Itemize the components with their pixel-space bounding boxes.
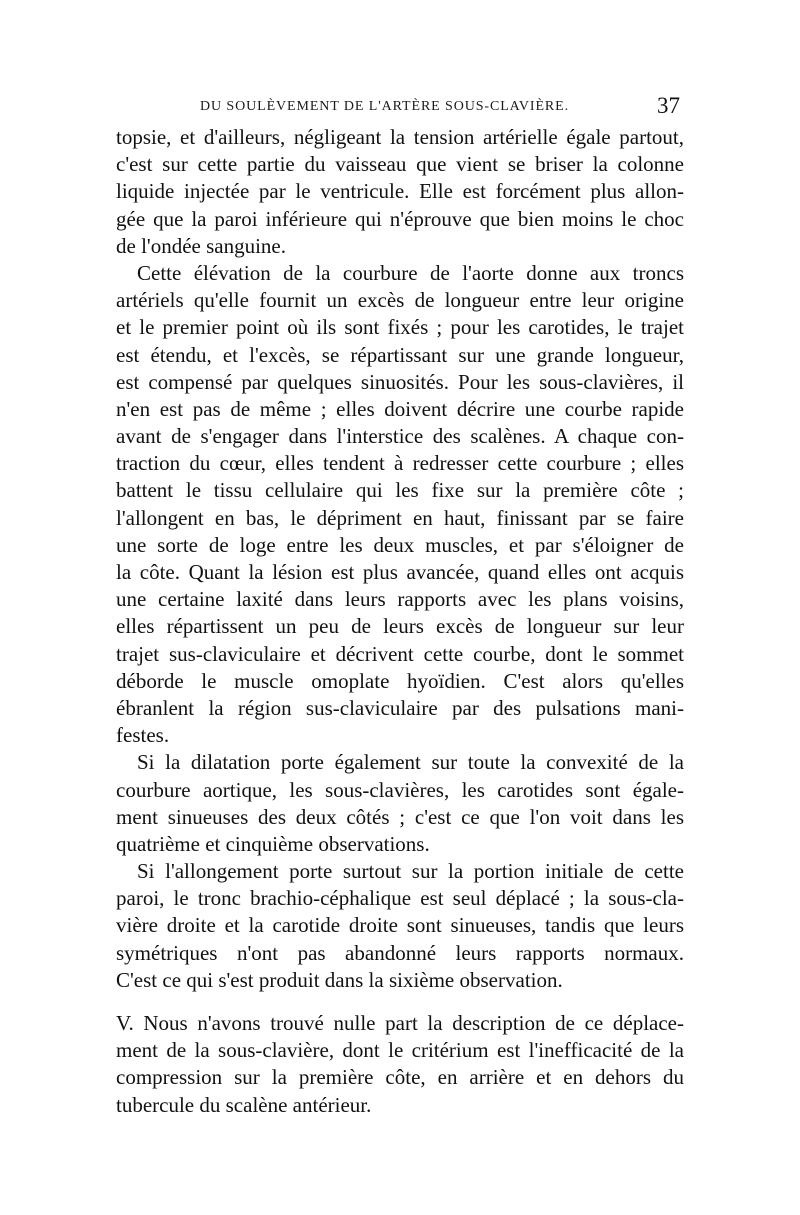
text-line: topsie, et d'ailleurs, négligeant la tension artérielle égale partout, <box>116 125 684 149</box>
text-line: C'est ce qui s'est produit dans la sixième observation. <box>116 967 563 992</box>
text-line: l'allongent en bas, le dépriment en haut, finissant par se faire <box>116 505 684 530</box>
text-line: ment sinueuses des deux côtés ; c'est ce que l'on voit dans les <box>116 804 684 829</box>
running-title: DU SOULÈVEMENT DE L'ARTÈRE SOUS-CLAVIÈRE. <box>200 99 570 114</box>
paragraph-5 <box>116 1010 684 1119</box>
text-line: traction du cœur, elles tendent à redresser cette courbure ; elles <box>116 451 684 476</box>
text-line: trajet sus-claviculaire et décrivent cette courbe, dont le sommet <box>116 641 684 666</box>
text-line: symétriques n'ont pas abandonné leurs rapports normaux. <box>116 940 684 965</box>
text-line: liquide injectée par le ventricule. Elle est forcément plus allon- <box>116 179 684 204</box>
text-line: courbure aortique, les sous-clavières, les carotides sont égale- <box>116 777 684 802</box>
text-line: de l'ondée sanguine. <box>116 233 286 258</box>
text-line: V. Nous n'avons trouvé nulle part la description de ce déplace- <box>116 1011 684 1035</box>
page-number: 37 <box>657 93 680 118</box>
text-line: Si la dilatation porte également sur toute la convexité de la <box>137 750 684 775</box>
text-line: Si l'allongement porte surtout sur la portion initiale de cette <box>137 859 684 884</box>
paragraph-2 <box>116 260 684 749</box>
text-line: compression sur la première côte, en arrière et en dehors du <box>116 1065 684 1090</box>
paragraph-3 <box>116 749 684 858</box>
text-line: battent le tissu cellulaire qui les fixe sur la première côte ; <box>116 478 684 503</box>
page-header <box>116 95 684 123</box>
paragraph-4 <box>116 858 684 994</box>
text-line: gée que la paroi inférieure qui n'éprouve que bien moins le choc <box>116 206 684 231</box>
text-line: la côte. Quant la lésion est plus avancée, quand elles ont acquis <box>116 560 684 584</box>
text-line: festes. <box>116 723 170 748</box>
text-line: c'est sur cette partie du vaisseau que vient se briser la colonne <box>116 152 684 177</box>
text-line: tubercule du scalène antérieur. <box>116 1092 372 1117</box>
text-line: ment de la sous-clavière, dont le critérium est l'inefficacité de la <box>116 1038 684 1063</box>
text-line: artériels qu'elle fournit un excès de longueur entre leur origine <box>116 288 684 313</box>
text-line: est étendu, et l'excès, se répartissant sur une grande longueur, <box>116 342 684 367</box>
text-line: paroi, le tronc brachio-céphalique est seul déplacé ; la sous-cla- <box>116 886 684 911</box>
text-line: et le premier point où ils sont fixés ; pour les carotides, le trajet <box>116 315 684 340</box>
text-line: une certaine laxité dans leurs rapports avec les plans voisins, <box>116 587 684 612</box>
section-gap <box>116 994 684 1010</box>
text-line: est compensé par quelques sinuosités. Pour les sous-clavières, il <box>116 369 684 394</box>
text-line: n'en est pas de même ; elles doivent décrire une courbe rapide <box>116 396 684 421</box>
text-line: quatrième et cinquième observations. <box>116 831 430 856</box>
text-line: déborde le muscle omoplate hyoïdien. C'est alors qu'elles <box>116 668 684 693</box>
text-line: ébranlent la région sus-claviculaire par des pulsations mani- <box>116 695 684 720</box>
text-line: une sorte de loge entre les deux muscles, et par s'éloigner de <box>116 532 684 557</box>
text-line: elles répartissent un peu de leurs excès de longueur sur leur <box>116 614 684 639</box>
body-text <box>116 124 684 1119</box>
paragraph-1 <box>116 124 684 260</box>
text-line: Cette élévation de la courbure de l'aorte donne aux troncs <box>137 260 684 285</box>
text-line: vière droite et la carotide droite sont sinueuses, tandis que leurs <box>116 913 684 938</box>
text-line: avant de s'engager dans l'interstice des scalènes. A chaque con- <box>116 424 684 449</box>
